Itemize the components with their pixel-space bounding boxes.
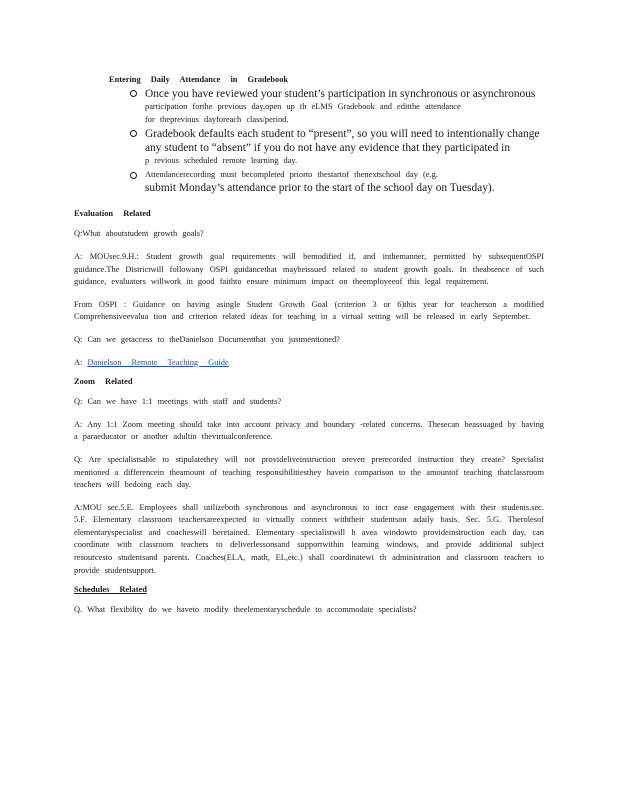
attendance-sub-list xyxy=(74,87,544,195)
attendance-sub-item-2 xyxy=(74,127,544,168)
sub-item-line: for theprevious dayforeach class/period. xyxy=(145,114,289,124)
sub-item-line: Once you have reviewed your student’s participation in synchronous or asynchronous xyxy=(145,88,536,100)
attendance-bullet xyxy=(74,74,544,86)
sub-item-line: Attendancerecording must becompleted priorto thestartof thenextschool day (e.g. xyxy=(145,169,438,179)
answer-prefix: A: xyxy=(74,357,83,367)
sub-item-line: Gradebook defaults each student to “present”, so you will need to intentionally change xyxy=(145,128,540,141)
sub-item-line: p revious scheduled remote learning day. xyxy=(145,156,298,166)
circle-bullet-icon xyxy=(130,130,137,137)
zoom-answer-2: A:MOU sec.5.E. Employees shall utilizeboth synchronous and asynchronous to incr ease engagement with their students.sec. 5.F. Elementary classroom teachersareexpected to virtually connect withtheir studentson adaily basis. Sec. 5.G. Therolesof elementaryspecialist and coacheswill beretained. Elementary specialistwill h avea windowto provideinstruction each day, can coordinate with classroom teachers to deliverlessonsand supportwithin learning windows, and provide additional subject resourcesto studentsand parents. Coaches(ELA, math, EL,etc.) shall coordinatewi th administration and classroom teachers to provide studentsupport. xyxy=(74,502,544,575)
section-title-schedules: Schedules Related xyxy=(74,585,147,595)
zoom-question-1: Q: Can we have 1:1 meetings with staff and students? xyxy=(74,397,282,407)
attendance-heading: Entering Daily Attendance in Gradebook xyxy=(109,75,289,84)
evaluation-answer-2 xyxy=(74,357,544,370)
evaluation-question-2: Q: Can we getaccess to theDanielson Documentthat you justmentioned? xyxy=(74,334,340,344)
zoom-answer-1: A: Any 1:1 Zoom meeting should take into account privacy and boundary -related concerns. Thesecan beassuaged by having a paraeducator or another adultin thevirtualconference. xyxy=(74,419,544,442)
evaluation-answer-1: A: MOUsec.9.H.: Student growth goal requirements will bemodified if, and inthemanner, permitted by subsequentOSPI guidance.The Districtwill followany OSPI guidancethat maybeissued related to student growth goals. In theabsence of such guidance, evaluators willwork in good faithto ensure minimum impact on theemployeeof this legal requirement. xyxy=(74,251,544,287)
danielson-guide-link[interactable]: Danielson Remote Teaching Guide xyxy=(87,357,229,367)
section-title-zoom: Zoom Related xyxy=(74,377,133,387)
sub-item-line: any student to “absent” if you do not have any evidence that they participated in xyxy=(145,142,511,155)
section-title-evaluation: Evaluation Related xyxy=(74,209,151,219)
evaluation-question-1: Q:What aboutstudent growth goals? xyxy=(74,229,204,239)
document-page xyxy=(74,74,544,617)
zoom-question-2: Q: Are specialistsable to stipulatethey will not provideliveinstruction oreven prerecorded instruction they create? Specialist mentioned a differencein theamount of teaching responsibilitiesthey havein comparison to the amountof teaching thatclassroom teachers will bedoing each day. xyxy=(74,454,544,490)
circle-bullet-icon xyxy=(130,172,137,179)
circle-bullet-icon xyxy=(130,90,137,97)
attendance-sub-item-3 xyxy=(74,169,544,196)
sub-item-line: participation forthe previous day,open up th eLMS Gradebook and editthe attendance xyxy=(145,102,461,111)
evaluation-ospi-guidance: From OSPI : Guidance on having asingle Student Growth Goal (criterion 3 or 6)this year for teacherson a modified Comprehensiveevalua tion and criterion related ideas for teaching in a virtual setting will be released in early September. xyxy=(74,299,544,322)
attendance-sub-item-1 xyxy=(74,87,544,126)
schedules-question-1: Q. What flexibility do we haveto modify theelementaryschedule to accommodate specialists? xyxy=(74,605,417,615)
sub-item-line: submit Monday’s attendance prior to the start of the school day on Tuesday). xyxy=(145,182,495,195)
